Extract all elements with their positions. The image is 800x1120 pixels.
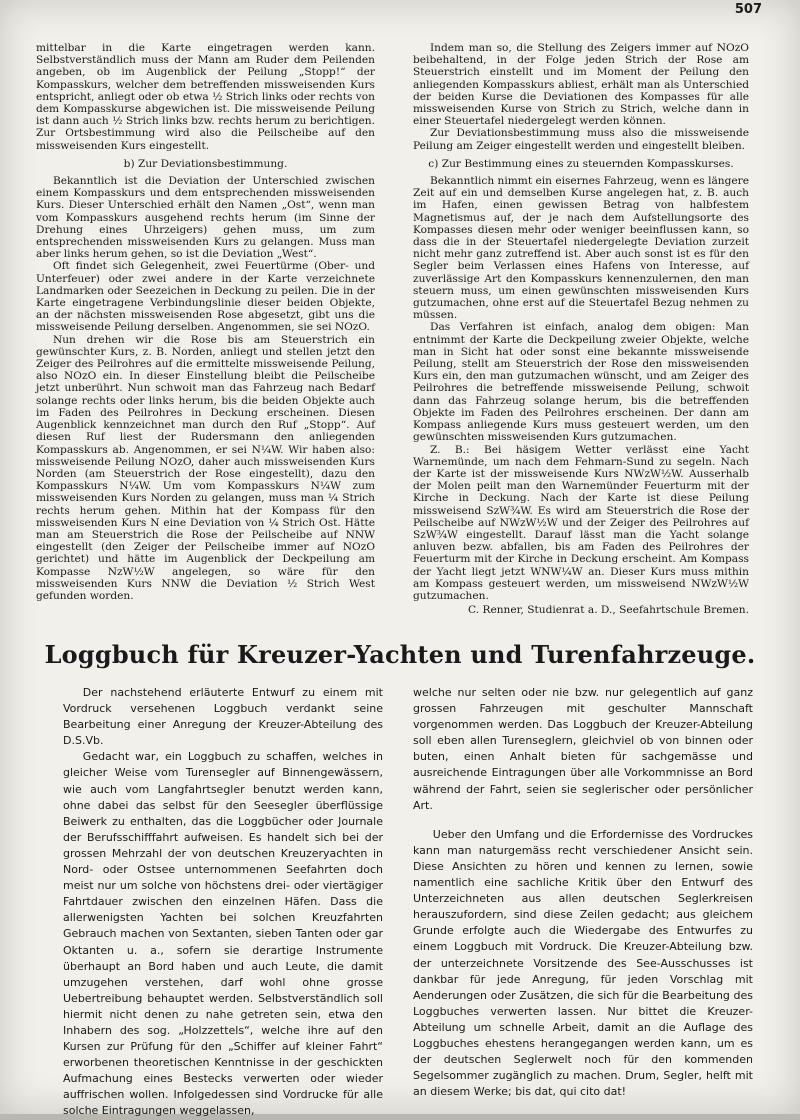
article-headline: Loggbuch für Kreuzer-Yachten und Turenfahrzeuge. <box>44 640 756 669</box>
paragraph: Zur Deviationsbestimmung muss also die missweisende Peilung am Zeiger eingestellt werden und eingestellt bleiben. <box>413 127 749 152</box>
page-number: 507 <box>734 2 762 17</box>
paragraph: Bekanntlich ist die Deviation der Unterschied zwischen einem Kompasskurs und dem entsprechenden missweisenden Kurs. Dieser Unterschied erhält den Namen „Ost“, wenn man vom Kompasskurs ausgehend rechts herum (im Sinne der Drehung eines Uhrzeigers) gehen muss, um zum entsprechenden missweisenden Kurs zu gelangen. Muss man aber links herum gehen, so ist die Deviation „West“. <box>36 175 375 261</box>
paragraph: Ueber den Umfang und die Erfordernisse des Vordruckes kann man naturgemäss recht verschiedener Ansicht sein. Diese Ansichten zu hören und kennen zu lernen, sowie namentlich eine sachliche Kritik über den Entwurf des Unterzeichneten aus allen deutschen Seglerkreisen herauszufordern, sind diese Zeilen gedacht; aus gleichem Grunde erfolgte auch die Wiedergabe des Entwurfes zu einem Loggbuch mit Vordruck. Die Kreuzer-Abteilung bzw. der unterzeichnete Vorsitzende des See-Ausschusses ist dankbar für jede Anregung, für jeden Vorschlag mit Aenderungen oder Zusätzen, die sich für die Bearbeitung des Loggbuches verwerten lassen. Nur bittet die Kreuzer-Abteilung um schnelle Arbeit, damit an die Auflage des Loggbuches ehestens herangegangen werden kann, um es der deutschen Seglerwelt noch für den kommenden Segelsommer zugänglich zu machen. Drum, Segler, helft mit an diesem Werke; bis dat, qui cito dat! <box>413 827 753 1099</box>
section-subheading: c) Zur Bestimmung eines zu steuernden Kompasskurses. <box>428 157 734 170</box>
paragraph: mittelbar in die Karte eingetragen werden kann. Selbstverständlich muss der Mann am Ruder dem Peilenden angeben, ob im Augenblick der Peilung „Stopp!“ der Kompasskurs, welcher dem betreffenden missweisenden Kurs entspricht, anliegt oder ob etwa ½ Strich links oder rechts von dem Kompasskurse abgewichen ist. Die missweisende Peilung ist dann auch ½ Strich links bzw. rechts herum zu berichtigen. Zur Ortsbestimmung wird also die Peilscheibe auf den missweisenden Kurs eingestellt. <box>36 42 375 152</box>
paragraph: Indem man so, die Stellung des Zeigers immer auf NOzO beibehaltend, in der Folge jeden Strich der Rose am Steuerstrich einstellt und im Moment der Peilung den anliegenden Kompasskurs abliest, erhält man als Unterschied der beiden Kurse die Deviationen des Kompasses für alle missweisenden Kurse von Strich zu Strich, welche dann in einer Steuertafel niedergelegt werden können. <box>413 42 749 128</box>
paragraph: Bekanntlich nimmt ein eisernes Fahrzeug, wenn es längere Zeit auf ein und demselben Kurse angelegen hat, z. B. auch im Hafen, einen gewissen Betrag von halbfestem Magnetismus auf, der je nach dem Aufstellungsorte des Kompasses diesen mehr oder weniger beeinflussen kann, so dass die in der Steuertafel niedergelegte Deviation zurzeit nicht mehr ganz zutreffend ist. Aber auch sonst ist es für den Segler beim Verlassen eines Hafens von Interesse, auf zuverlässige Art den Kompasskurs kennenzulernen, den man steuern muss, um einen gewünschten missweisenden Kurs gutzumachen, ohne erst auf die Steuertafel Bezug nehmen zu müssen. <box>413 175 750 322</box>
section-subheading: b) Zur Deviationsbestimmung. <box>123 157 288 170</box>
paragraph: Nun drehen wir die Rose bis am Steuerstrich ein gewünschter Kurs, z. B. Norden, anliegt und stellen jetzt den Zeiger des Peilrohres auf die ermittelte missweisende Peilung, also NOzO ein. In dieser Einstellung bleibt die Peilscheibe jetzt unberührt. Nun schwoit man das Fahrzeug nach Bedarf solange rechts oder links herum, bis die beiden Objekte auch im Faden des Peilrohres in Deckung erscheinen. Diesen Augenblick kennzeichnet man durch den Ruf „Stopp“. Auf diesen Ruf liest der Rudersmann den anliegenden Kompasskurs ab. Angenommen, er sei N¼W. Wir haben also: missweisende Peilung NOzO, daher auch missweisenden Kurs Norden (am Steuerstrich der Rose eingestellt), dazu den Kompasskurs N¼W. Um vom Kompasskurs N¼W zum missweisenden Kurs Norden zu gelangen, muss man ¼ Strich rechts herum gehen. Mithin hat der Kompass für den missweisenden Kurs N eine Deviation von ¼ Strich Ost. Hätte man am Steuerstrich die Rose der Peilscheibe auf NNW eingestellt (den Zeiger der Peilscheibe immer auf NOzO gerichtet) und hätte im Augenblick der Deckpeilung am Kompasse NzW½W angelegen, so wäre für den missweisenden Kurs NNW die Deviation ½ Strich West gefunden worden. <box>36 333 375 602</box>
upper-left-column <box>36 42 375 602</box>
upper-right-column <box>413 42 749 616</box>
paragraph: Z. B.: Bei häsigem Wetter verlässt eine Yacht Warnemünde, um nach dem Fehmarn-Sund zu segeln. Nach der Karte ist der missweisende Kurs NWzW½W. Ausserhalb der Molen peilt man den Warnemünder Feuerturm mit der Kirche in Deckung. Nach der Karte ist diese Peilung missweisend SzW¾W. Es wird am Steuerstrich die Rose der Peilscheibe auf NWzW½W und der Zeiger des Peilrohres auf SzW¾W eingestellt. Darauf lässt man die Yacht solange anluven bezw. abfallen, bis am Faden des Peilrohres der Feuerturm mit der Kirche in Deckung erscheint. Am Kompass der Yacht liegt jetzt WNW¼W an. Dieser Kurs muss mithin am Kompass gesteuert werden, um missweisend NWzW½W gutzumachen. <box>413 443 749 602</box>
paragraph: Der nachstehend erläuterte Entwurf zu einem mit Vordruck versehenen Loggbuch verdankt seine Bearbeitung einer Anregung der Kreuzer-Abteilung des D.S.Vb. <box>63 686 383 748</box>
lower-right-column <box>413 685 753 1100</box>
paragraph: Oft findet sich Gelegenheit, zwei Feuertürme (Ober- und Unterfeuer) oder zwei andere in der Karte verzeichnete Landmarken oder Seezeichen in Deckung zu peilen. Die in der Karte eingetragene Verbindungslinie dieser beiden Objekte, an der nächsten missweisenden Rose abgesetzt, gibt uns die missweisende Peilung derselben. Angenommen, sie sei NOzO. <box>36 260 375 334</box>
paragraph: Das Verfahren ist einfach, analog dem obigen: Man entnimmt der Karte die Deckpeilung zweier Objekte, welche man in Sicht hat oder sonst eine bekannte missweisende Peilung, stellt am Steuerstrich der Rose den missweisenden Kurs ein, den man gutzumachen wünscht, und am Zeiger des Peilrohres die betreffende missweisende Peilung, schwoit dann das Fahrzeug solange herum, bis die betreffenden Objekte im Faden des Peilrohres erscheinen. Der dann am Kompass anliegende Kurs muss gesteuert werden, um den gewünschten missweisenden Kurs gutzumachen. <box>413 321 749 444</box>
paragraph: welche nur selten oder nie bzw. nur gelegentlich auf ganz grossen Fahrzeugen mit geschulter Mannschaft vorgenommen werden. Das Loggbuch der Kreuzer-Abteilung soll eben allen Turenseglern, gleichviel ob von binnen oder buten, einen Anhalt bieten für sachgemässe und ausreichende Eintragungen über alle Vorkommnisse an Bord während der Fahrt, seien sie seglerischer oder persönlicher Art. <box>413 686 753 812</box>
author-signature: C. Renner, Studienrat a. D., Seefahrtschule Bremen. <box>468 604 749 617</box>
paragraph: Gedacht war, ein Loggbuch zu schaffen, welches in gleicher Weise vom Turensegler auf Binnengewässern, wie auch vom Langfahrtsegler benutzt werden kann, ohne dabei das selbst für den Seesegler überflüssige Beiwerk zu enthalten, das die Loggbücher oder Journale der Berufsschifffahrt aufweisen. Es handelt sich bei der grossen Mehrzahl der von deutschen Kreuzeryachten in Nord- oder Ostsee unternommenen Seefahrten doch meist nur um solche von höchstens drei- oder viertägiger Fahrtdauer zwischen den einzelnen Häfen. Dass die allerwenigsten Yachten bei solchen Kreuzfahrten Gebrauch machen von Sextanten, sieben Tanten oder gar Oktanten u. a., sofern sie derartige Instrumente überhaupt an Bord haben und auch Leute, die damit umzugehen verstehen, darf wohl ohne grosse Uebertreibung behauptet werden. Selbstverständlich soll hiermit nicht denen zu nahe getreten sein, etwa den Inhabern des sog. „Holzzettels“, welche ihre auf den Kursen zur Prüfung für den „Schiffer auf kleiner Fahrt“ erworbenen theoretischen Kenntnisse in der geschickten Aufmachung eines Bestecks verwerten oder wieder auffrischen wollen. Infolgedessen sind Vordrucke für alle solche Eintragungen weggelassen, <box>63 750 383 1118</box>
lower-left-column <box>63 685 383 1120</box>
